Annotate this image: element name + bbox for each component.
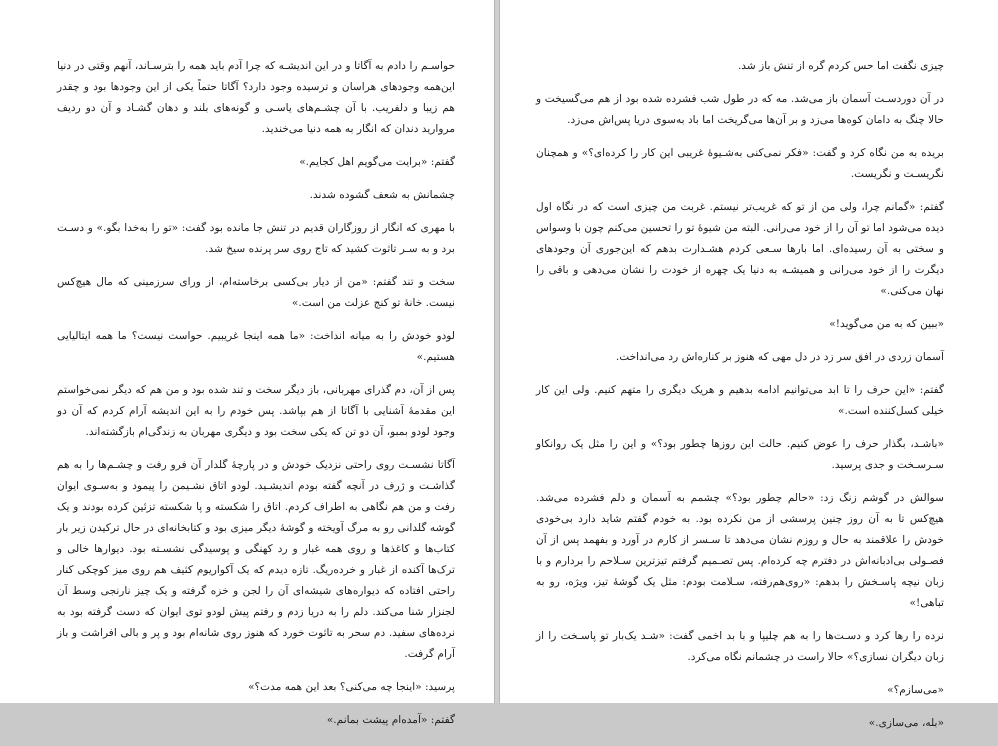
paragraph: حواسـم را دادم به آگاتا و در این اندیشـه که چرا آدم باید همه را بترسـاند، آنهم وقتی در دنیا این‌همه وجودهای هراسان و ترسیده وجود دارد؟ آگاتا حتماً یکی از این وجودها بود و چقدر هم زیبا و دلفریب. با آن چشـم‌های یاسـی و گونه‌های بلند و دهان گشـاد و آن دو ردیف مروارید دندان که انگار به همه دنیا می‌خندید.	[57, 60, 455, 135]
left-page-text	[57, 56, 455, 743]
paragraph: پرسید: «اینجا چه می‌کنی؟ بعد این همه مدت؟»	[248, 681, 455, 693]
paragraph: گفتم: «برایت می‌گویم اهل کجایم.»	[299, 156, 455, 168]
right-page	[500, 0, 998, 729]
paragraph: چشمانش به شعف گشوده شدند.	[309, 189, 455, 201]
paragraph: نرده را رها کرد و دسـت‌ها را به هم چلیپا و با بد اخمی گفت: «شـد یک‌بار تو پاسـخت را از زبان دیگران نسازی؟» حالا راست در چشمانم نگاه می‌کرد.	[536, 630, 944, 663]
paragraph: گفتم: «آمده‌ام پیشت بمانم.»	[326, 714, 455, 726]
left-page	[0, 0, 494, 726]
right-page-text	[536, 56, 944, 746]
paragraph: با مهری که انگار از روزگاران قدیم در تنش جا مانده بود گفت: «تو را به‌خدا بگو.» و دسـت برد و به سـر تاثوت کشید که تاج روی سر پرنده سیخ شد.	[57, 222, 455, 255]
paragraph: گفتم: «این حرف را تا ابد می‌توانیم ادامه بدهیم و هریک دیگری را متهم کنیم. ولی این کار خیلی کسل‌کننده است.»	[536, 384, 944, 417]
paragraph: «باشـد، بگذار حرف را عوض کنیم. حالت این روزها چطور بود؟» و این را مثل یک روانکاو سـرسـخت و جدی پرسید.	[536, 438, 944, 471]
paragraph: «ببین که به من می‌گوید!»	[829, 318, 944, 330]
paragraph: «بله، می‌سازی.»	[868, 717, 944, 729]
paragraph: لودو خودش را به میانه انداخت: «ما همه اینجا غریبیم. حواست نیست؟ ما همه ایتالیایی هستیم.»	[57, 330, 455, 363]
paragraph: سخت و تند گفتم: «من از دیار بی‌کسی برخاسته‌ام، از ورای سرزمینی که مال هیچ‌کس نیست. خانهٔ تو کنج عزلت من است.»	[57, 276, 455, 309]
paragraph: در آن دوردسـت آسمان باز می‌شد. مه که در طول شب فشرده شده بود از هم می‌گسیخت و حالا چنگ به دامان کوه‌ها می‌زد و بر آن‌ها می‌گریخت اما باد به‌سوی دریا پس‌اش می‌زد.	[536, 93, 944, 126]
paragraph: گفتم: «گمانم چرا، ولی من از تو که غریب‌تر نیستم. غربت من چیزی است که در نگاه اول دیده می‌شود اما تو آن را از خود می‌رانی. البته من شیوهٔ تو را تحسین می‌کنم چون با وسواس و سختی به آن رسیده‌ای. اما بارها سـعی کردم هشـدارت بدهم که این‌جوری آن وجودهای دیگرت را از خود می‌رانی و همیشـه به دنیا یک چهره از خودت را نشان می‌دهی و باقی را نهان می‌کنی.»	[536, 201, 944, 297]
paragraph: آسمان زردی در افق سر زد در دل مهی که هنوز بر کناره‌اش رد می‌انداخت.	[615, 351, 944, 363]
paragraph: بریده به من نگاه کرد و گفت: «فکر نمی‌کنی به‌شـیوهٔ غریبی این کار را کرده‌ای؟» و همچنان نگریسـت و نگریست.	[536, 147, 944, 180]
paragraph: آگاتا نشسـت روی راحتی نزدیک خودش و در پارچهٔ گلدار آن فرو رفت و چشـم‌ها را به هم گذاشـت و ژرف در آنچه گفته بودم اندیشـید. لودو اتاق نشـیمن را پیمود و به‌سـوی ایوان رفت و من هم نگاهی به اطراف کردم. اتاق را شکسته و پا شکسته تزئین کرده بودند و یک گوشه گلدانی رو به مرگ آویخته و گوشهٔ دیگر میزی بود و کتابخانه‌ای در حال ترکیدن زیر بار کتاب‌ها و کاغذها و روی همه غبار و رد کهنگی و پوسیدگی نشسـته بود. دیوارها خالی و ترک‌ها آکنده از غبار و خرده‌ریگ. تازه دیدم که یک آکواریوم کثیف هم روی میز کوچکی کنار راحتی افتاده که دیواره‌های شیشه‌ای آن را لجن و خزه گرفته و یک چیز نارنجی وسط آن لجنزار شنا می‌کند. دلم را به دریا زدم و رفتم پیش لودو توی ایوان که دست گرفته بود به نرده‌های سفید. دم سحر به تاثوت خورد که هنوز روی شانه‌ام بود و پر و بالی افراشت و باز آرام گرفت.	[57, 459, 455, 660]
paragraph: چیزی نگفت اما حس کردم گره از تنش باز شد.	[737, 60, 944, 72]
paragraph: پس از آن، دم گذرای مهربانی، باز دیگر سخت و تند شده بود و من هم که دیگر نمی‌خواستم این مقدمهٔ آشنایی با آگاتا از هم بپاشد. پس خودم را به این اندیشه آرام کردم که آن دو وجود لودو بمبو، آن دو تن که یکی سخت بود و دیگری مهربان به زندگی‌ام بازگشته‌اند.	[57, 384, 455, 438]
paragraph: سوالش در گوشم زنگ زد: «حالم چطور بود؟» چشمم به آسمان و دلم فشرده می‌شد. هیچ‌کس تا به آن روز چنین پرسشی از من نکرده بود. به خودم گفتم شاید دارد بی‌خودی خودش را علاقمند به حال و روزم نشان می‌دهد تا سـسر از کارم در آورد و بفهمد پس از آن فصـولی بی‌ادبانه‌اش در دفترم چه کرده‌ام. پس تصـمیم گرفتم تیزترین سـلاحم را بردارم و با زبان نیچه پاسـخش را بدهم: «روی‌هم‌رفته، سـلامت بودم: مثل یک گوشهٔ تیز، ویژه، رو به تباهی!»	[536, 492, 944, 609]
paragraph: «می‌سازم؟»	[887, 684, 944, 696]
